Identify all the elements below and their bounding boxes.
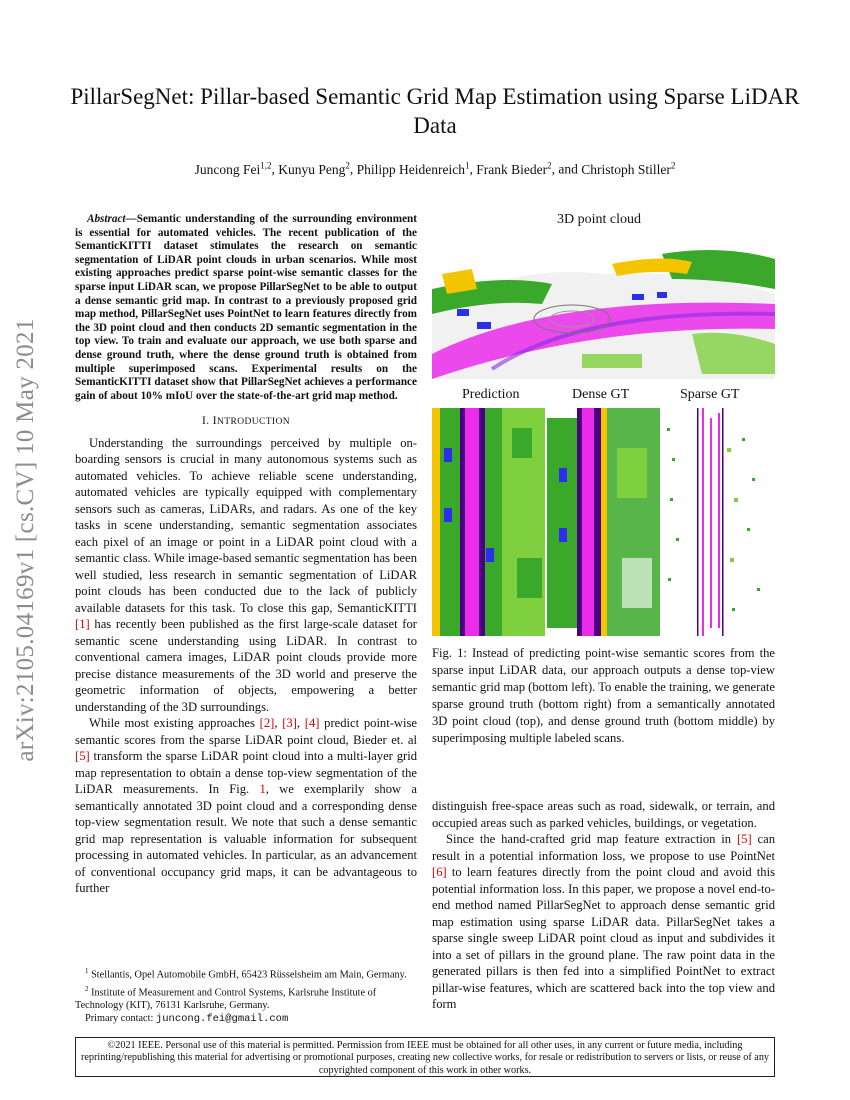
panel-label-prediction: Prediction — [462, 387, 520, 402]
arxiv-stamp — [5, 290, 47, 790]
author-list: Juncong Fei$^{1,2}$, Kunyu Peng$^2$, Philipp Heidenreich$^1$, Frank Bieder$^2$, and Christoph Stiller$^2$ — [194, 160, 676, 177]
footnotes — [75, 965, 417, 1026]
right-paragraph-1: distinguish free-space areas such as road, sidewalk, or terrain, and occupied areas such as parked vehicles, buildings, or vegetation. — [432, 799, 775, 830]
intro-paragraph-2: While most existing approaches [2], [3], [4] predict point-wise semantic scores from the sparse LiDAR point cloud, Bieder et. al [5] transform the sparse LiDAR point cloud into a multi-layer grid map representation to obtain a dense top-view segmentation of the LiDAR measurements. In Fig. 1, we exemplarily show a semantically annotated 3D point cloud and a corresponding dense top-view segmentation result. We note that such a dense semantic grid map representation is valuable information for subsequent processing in automated vehicles. In particular, as an advancement of conventional occupancy grid maps, it can be advantageous to further — [75, 716, 418, 896]
left-column — [75, 213, 417, 897]
pointcloud-3d-image — [432, 234, 775, 379]
citation-link[interactable]: [5] — [736, 832, 752, 846]
copyright-notice: ©2021 IEEE. Personal use of this material is permitted. Permission from IEEE must be obtained for all other uses, in any current or future media, including reprinting/republishing this material for advertising or promotional purposes, creating new collective works, for resale or redistribution to servers or lists, or reuse of any copyrighted component of this work in other works. — [75, 1037, 775, 1077]
citation-link[interactable]: [5] — [75, 749, 90, 764]
citation-link[interactable]: [3] — [282, 716, 297, 731]
right-paragraph-2: Since the hand-crafted grid map feature extraction in [5] can result in a potential information loss, we propose to use PointNet [6] to learn features directly from the point cloud and avoid this potential information loss. In this paper, we propose a novel end-to-end method named PillarSegNet to approach dense semantic grid map estimation using sparse LiDAR data. PillarSegNet takes a sparse single sweep LiDAR point cloud as input and subdivides it into a set of pillars in the ground plane. The raw point data in the generated pillars is then fed into a simplified PointNet to extract pillar-wise features, which are scattered back into the top view and form — [432, 832, 776, 1011]
prediction-grid-map — [432, 408, 545, 636]
citation-link[interactable]: [1] — [75, 617, 90, 632]
citation-link[interactable]: [6] — [432, 865, 447, 879]
sparse-gt-grid-map — [662, 408, 775, 636]
footnote-2: $^2$ Institute of Measurement and Control Systems, Karlsruhe Institute of Technology (KIT), 76131 Karlsruhe, Germany. — [75, 984, 377, 1011]
abstract — [75, 213, 417, 403]
abstract-text: —Semantic understanding of the surrounding environment is essential for automated vehicles. The recent publication of the SemanticKITTI dataset stimulates the research on semantic segmentation of LiDAR point clouds in urban scenarios. While most existing approaches predict sparse point-wise semantic classes for the sparse input LiDAR scan, we propose PillarSegNet to be able to output a dense semantic grid map. In contrast to a previously proposed grid map method, PillarSegNet uses PointNet to learn features directly from the 3D point cloud and then conducts 2D semantic segmentation in the top view. To train and evaluate our approach, we use both sparse and dense ground truth, where the dense ground truth is obtained from multiple superimposed scans. Experimental results on the SemanticKITTI dataset show that PillarSegNet achieves a performance gain of about 10% mIoU over the state-of-the-art grid map method. — [75, 213, 417, 402]
citation-link[interactable]: [2] — [259, 716, 275, 731]
paper-title: PillarSegNet: Pillar-based Semantic Grid Map Estimation using Sparse LiDAR Data — [70, 84, 800, 138]
intro-paragraph-1: Understanding the surroundings perceived by multiple on-boarding sensors is crucial in many autonomous systems such as automated vehicles. To achieve reliable scene understanding, automated vehicles are typically equipped with complementary sensors such as cameras, LiDARs, and radars. As one of the key tasks in scene understanding, semantic segmentation associates each pixel of an image or point in a LiDAR point cloud with a semantic class. While image-based semantic segmentation has been well studied, less research in semantic segmentation of LiDAR point clouds has been conducted due to the lack of publicly available datasets for this task. To close this gap, SemanticKITTI [1] has recently been published as the first large-scale dataset for semantic scene understanding using LiDAR. In contrast to conventional camera images, LiDAR point clouds provide more precise distance measurements of the 3D world and preserve the geometric information of objects, empowering a better understanding of the 3D surroundings. — [75, 435, 417, 714]
primary-contact: Primary contact: juncong.fei@gmail.com — [85, 1013, 289, 1026]
figure-label-3d-point-cloud: 3D point cloud — [557, 212, 641, 227]
abstract-lead: Abstract — [87, 213, 126, 225]
arxiv-stamp-text: arXiv:2105.04169v1 [cs.CV] 10 May 2021 — [12, 318, 39, 762]
panel-label-sparse-gt: Sparse GT — [680, 387, 740, 402]
citation-link[interactable]: [4] — [304, 716, 320, 731]
author-name: Frank Bieder$^2$ — [476, 160, 552, 177]
author-name: Juncong Fei$^{1,2}$ — [194, 160, 272, 177]
dense-gt-grid-map — [547, 408, 660, 636]
section-heading-introduction: I. INTRODUCTION — [201, 415, 291, 428]
author-name: Christoph Stiller$^2$ — [581, 160, 676, 177]
figure-1 — [432, 212, 775, 637]
author-name: Philipp Heidenreich$^1$ — [356, 160, 470, 177]
figure-caption: Fig. 1: Instead of predicting point-wise semantic scores from the sparse input LiDAR data, our approach outputs a dense top-view semantic grid map (bottom left). To enable the training, we generate sparse ground truth (bottom right) from a semantically annotated 3D point cloud (top), and dense ground truth (bottom middle) by superimposing multiple labeled scans. — [432, 646, 775, 745]
author-name: Kunyu Peng$^2$ — [278, 160, 350, 177]
right-column-text — [432, 798, 775, 1013]
footnote-1: $^1$ Stellantis, Opel Automobile GmbH, 65423 Rüsselsheim am Main, Germany. — [85, 967, 407, 981]
panel-label-dense-gt: Dense GT — [572, 387, 630, 402]
citation-link[interactable]: 1 — [259, 782, 266, 797]
contact-email: juncong.fei@gmail.com — [155, 1013, 289, 1026]
